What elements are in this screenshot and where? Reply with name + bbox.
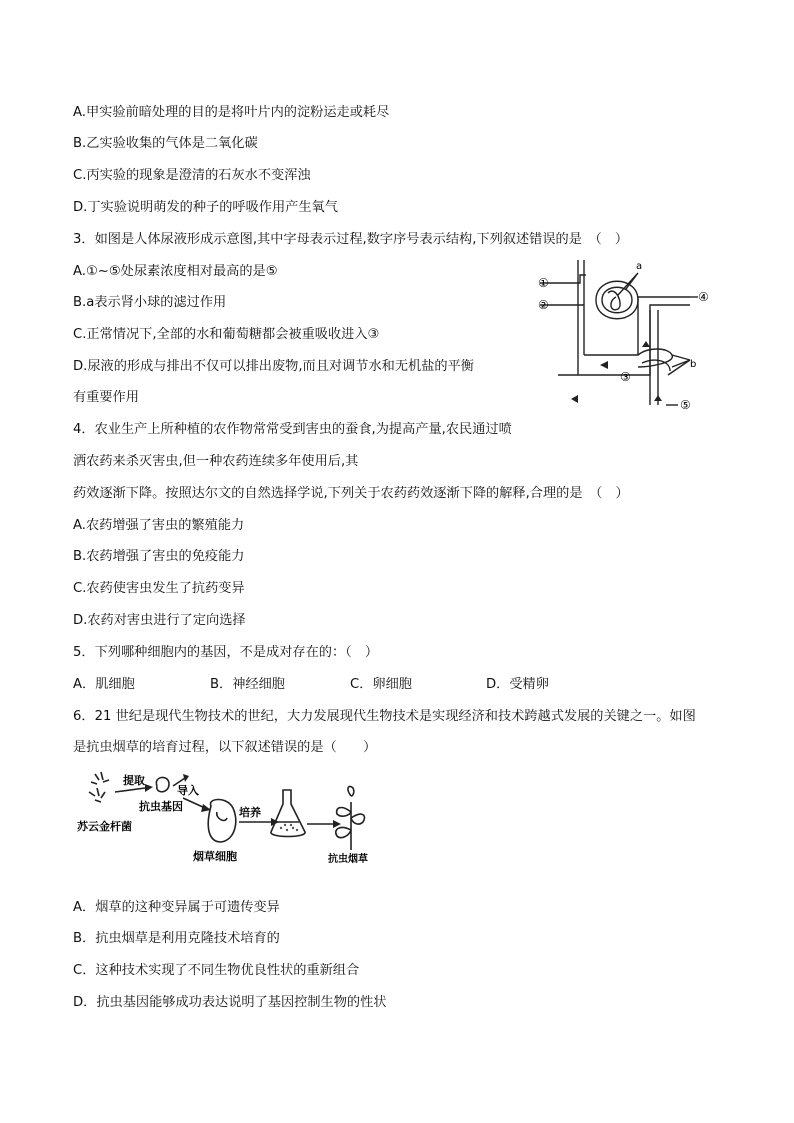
q4-stem-line3: 药效逐渐下降。按照达尔文的自然选择学说,下列关于农药药效逐渐下降的解释,合理的是 （ ） [73,486,629,501]
label-culture: 培养 [239,806,261,819]
label-resistant-tobacco: 抗虫烟草 [328,854,368,865]
q2-option-b: B.乙实验收集的气体是二氧化碳 [73,136,258,151]
q6-stem-line1: 6．21 世纪是现代生物技术的世纪，大力发展现代生物技术是实现经济和技术跨越式发展的关键之一。如图 [73,709,696,724]
q6-option-c: C．这种技术实现了不同生物优良性状的重新组合 [73,963,360,978]
q3-option-a: A.①~⑤处尿素浓度相对最高的是⑤ [73,264,278,279]
q4-option-a: A.农药增强了害虫的繁殖能力 [73,518,245,533]
label-a: a [636,261,643,272]
label-1: ① [538,276,549,290]
q6-option-b: B．抗虫烟草是利用克隆技术培育的 [73,931,280,946]
tobacco-svg [73,768,368,868]
q2-option-a: A.甲实验前暗处理的目的是将叶片内的淀粉运走或耗尽 [73,105,390,120]
q5-options [73,676,723,694]
q5-option-c: C．卵细胞 [350,677,412,692]
q4-stem-line1: 4．农业生产上所种植的农作物常常受到害虫的蚕食,为提高产量,农民通过喷 [73,422,512,437]
q3-stem: 3．如图是人体尿液形成示意图,其中字母表示过程,数字序号表示结构,下列叙述错误的是 （ ） [73,232,629,247]
label-4: ④ [698,290,709,304]
q3-option-b: B.a表示肾小球的滤过作用 [73,295,227,310]
q6-option-d: D．抗虫基因能够成功表达说明了基因控制生物的性状 [73,995,387,1010]
q5-option-d: D．受精卵 [486,677,549,692]
label-b: b [690,359,697,370]
label-5: ⑤ [680,398,691,412]
label-tobacco-cell: 烟草细胞 [193,850,237,863]
label-2: ② [538,298,549,312]
label-insect-resistant-gene: 抗虫基因 [139,800,183,813]
q4-option-b: B.农药增强了害虫的免疫能力 [73,549,245,564]
q3-option-d-cont: 有重要作用 [73,390,139,405]
label-bacillus: 苏云金杆菌 [77,820,132,833]
q2-option-d: D.丁实验说明萌发的种子的呼吸作用产生氧气 [73,200,338,215]
nephron-diagram [538,255,713,415]
nephron-svg [538,255,713,415]
q5-option-a: A．肌细胞 [73,677,135,692]
q6-option-a: A．烟草的这种变异属于可遗传变异 [73,900,280,915]
label-extract: 提取 [123,774,145,787]
q3-option-c: C.正常情况下,全部的水和葡萄糖都会被重吸收进入③ [73,327,380,342]
q4-stem-line2: 洒农药来杀灭害虫,但一种农药连续多年使用后,其 [73,454,359,469]
transgenic-tobacco-diagram [73,768,368,868]
label-3: ③ [620,370,631,384]
q3-option-d: D.尿液的形成与排出不仅可以排出废物,而且对调节水和无机盐的平衡 [73,359,474,374]
q5-option-b: B．神经细胞 [210,677,285,692]
label-insert: 导入 [177,784,199,797]
q6-stem-line2: 是抗虫烟草的培育过程，以下叙述错误的是（ ） [73,740,377,755]
q4-option-d: D.农药对害虫进行了定向选择 [73,613,246,628]
q2-option-c: C.丙实验的现象是澄清的石灰水不变浑浊 [73,168,311,183]
q4-option-c: C.农药使害虫发生了抗药变异 [73,581,245,596]
q5-stem: 5．下列哪种细胞内的基因，不是成对存在的：（ ） [73,645,379,660]
